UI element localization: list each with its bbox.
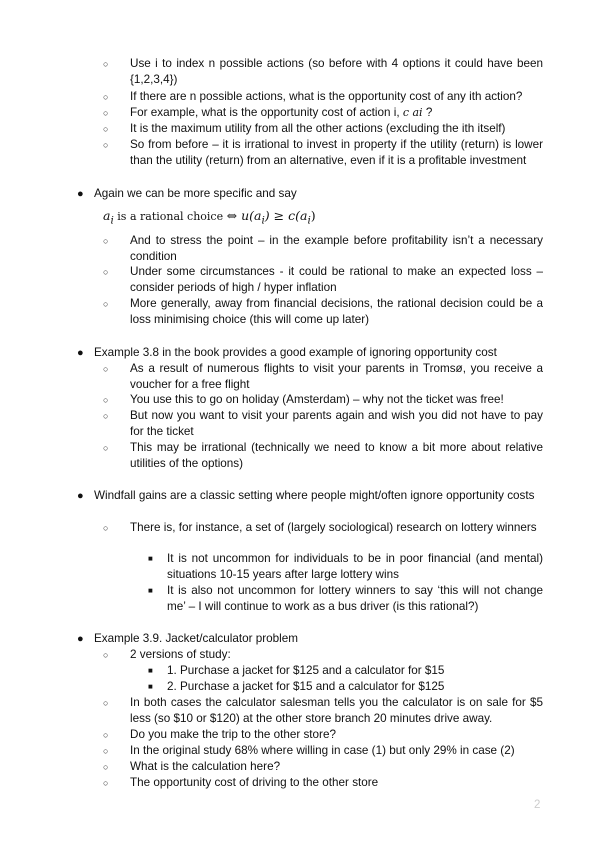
- list-item-text: There is, for instance, a set of (largely sociological) research on lottery winners: [130, 521, 537, 534]
- list-item-text: Use i to index n possible actions (so before with 4 options it could have been {1,2,3,4}): [130, 57, 543, 87]
- list-item: [103, 361, 543, 394]
- list-item: [77, 345, 543, 361]
- formula-ge: ) ≥ c(: [264, 208, 300, 223]
- formula-var: a: [103, 208, 111, 223]
- list-item: [103, 264, 543, 297]
- list-item-text: So from before – it is irrational to invest in property if the utility (return) is lower than the utility (return) from an alternative, even if it is a profitable investment: [130, 138, 543, 168]
- list-item-text: In both cases the calculator salesman tells you the calculator is on sale for $5 less (so $10 or $120) at the other store branch 20 minutes drive away.: [130, 696, 543, 726]
- list-item-text: More generally, away from financial decisions, the rational decision could be a loss minimising choice (this will come up later): [130, 297, 543, 327]
- list-item-text: 2. Purchase a jacket for $15 and a calculator for $125: [167, 680, 445, 693]
- hollow-circle-bullet: ○: [103, 762, 109, 772]
- list-item-text: [130, 105, 543, 121]
- list-item-text: 2 versions of study:: [130, 648, 231, 661]
- list-item-text: It is not uncommon for individuals to be in poor financial (and mental) situations 10-15 years after large lottery wins: [167, 552, 543, 582]
- hollow-circle-bullet: ○: [103, 650, 109, 660]
- list-item: [103, 695, 543, 728]
- hollow-circle-bullet: ○: [103, 778, 109, 788]
- hollow-circle-bullet: ○: [103, 443, 109, 453]
- list-item: [103, 727, 543, 743]
- list-item-text: In the original study 68% where willing in case (1) but only 29% in case (2): [130, 744, 515, 757]
- list-item: [103, 743, 543, 759]
- list-item: [148, 679, 543, 695]
- list-item: [103, 105, 543, 121]
- list-item: [103, 121, 543, 137]
- list-item-text: The opportunity cost of driving to the other store: [130, 776, 379, 789]
- list-item-text: It is the maximum utility from all the other actions (excluding the ith itself): [130, 122, 506, 135]
- filled-circle-bullet: ●: [77, 188, 84, 200]
- list-item-text: 1. Purchase a jacket for $125 and a calculator for $15: [167, 664, 445, 677]
- page-number: 2: [534, 799, 541, 811]
- list-item: [103, 296, 543, 329]
- formula-close: ): [310, 208, 316, 223]
- text-fragment: ?: [422, 106, 433, 119]
- hollow-circle-bullet: ○: [103, 730, 109, 740]
- filled-circle-bullet: ●: [77, 633, 84, 645]
- formula-sub: i: [307, 214, 311, 227]
- formula-var: a: [254, 208, 262, 223]
- hollow-circle-bullet: ○: [103, 267, 109, 277]
- hollow-circle-bullet: ○: [103, 364, 109, 374]
- filled-square-bullet: ■: [148, 682, 153, 691]
- list-item-text: And to stress the point – in the example before profitability isn’t a necessary condition: [130, 234, 543, 264]
- list-item-text: Again we can be more specific and say: [94, 187, 297, 200]
- list-item: [103, 775, 543, 791]
- filled-circle-bullet: ●: [77, 490, 84, 502]
- list-item-text: This may be irrational (technically we need to know a bit more about relative utilities of the options): [130, 441, 543, 471]
- hollow-circle-bullet: ○: [103, 59, 109, 69]
- hollow-circle-bullet: ○: [103, 92, 109, 102]
- list-item: [103, 137, 543, 170]
- filled-square-bullet: ■: [148, 666, 153, 675]
- filled-circle-bullet: ●: [77, 347, 84, 359]
- list-item-text: Under some circumstances - it could be rational to make an expected loss – consider periods of high / hyper inflation: [130, 265, 543, 295]
- rational-choice-formula: [103, 207, 316, 230]
- list-item: [77, 488, 543, 504]
- list-item: [148, 583, 543, 616]
- iff-symbol: ⇔: [226, 208, 238, 223]
- list-item: [148, 663, 543, 679]
- hollow-circle-bullet: ○: [103, 140, 109, 150]
- list-item-text: But now you want to visit your parents again and wish you did not have to pay for the ticket: [130, 409, 543, 439]
- hollow-circle-bullet: ○: [103, 395, 109, 405]
- list-item: [103, 392, 543, 408]
- formula-var: a: [299, 208, 308, 223]
- hollow-circle-bullet: ○: [103, 698, 109, 708]
- hollow-circle-bullet: ○: [103, 299, 109, 309]
- filled-square-bullet: ■: [148, 554, 153, 563]
- list-item-text: Windfall gains are a classic setting where people might/often ignore opportunity costs: [94, 489, 535, 502]
- list-item-text: Do you make the trip to the other store?: [130, 728, 336, 741]
- list-item-text: If there are n possible actions, what is the opportunity cost of any ith action?: [130, 90, 523, 103]
- list-item-text: As a result of numerous flights to visit your parents in Tromsø, you receive a voucher for a free flight: [130, 362, 543, 392]
- list-item-text: You use this to go on holiday (Amsterdam) – why not the ticket was free!: [130, 393, 504, 406]
- hollow-circle-bullet: ○: [103, 236, 109, 246]
- formula-text: is a rational choice: [113, 210, 227, 223]
- list-item-text: Example 3.9. Jacket/calculator problem: [94, 632, 298, 645]
- list-item: [148, 551, 543, 584]
- hollow-circle-bullet: ○: [103, 108, 109, 118]
- list-item: [103, 647, 543, 663]
- list-item: [77, 186, 543, 202]
- list-item: [103, 233, 543, 266]
- list-item: [103, 520, 543, 536]
- formula-sub: i: [110, 214, 114, 227]
- hollow-circle-bullet: ○: [103, 124, 109, 134]
- list-item: [103, 56, 543, 89]
- formula-u: u(: [237, 208, 254, 223]
- list-item: [103, 89, 543, 105]
- hollow-circle-bullet: ○: [103, 746, 109, 756]
- list-item: [103, 408, 543, 441]
- inline-math: c ai: [402, 106, 423, 119]
- text-fragment: For example, what is the opportunity cost of action i,: [130, 106, 403, 119]
- hollow-circle-bullet: ○: [103, 411, 109, 421]
- list-item: [103, 759, 543, 775]
- list-item: [103, 440, 543, 473]
- list-item-text: What is the calculation here?: [130, 760, 281, 773]
- hollow-circle-bullet: ○: [103, 523, 109, 533]
- filled-square-bullet: ■: [148, 586, 153, 595]
- list-item-text: It is also not uncommon for lottery winners to say ‘this will not change me’ – I will continue to work as a bus driver (is this rational?): [167, 584, 543, 614]
- formula-sub: i: [261, 214, 265, 227]
- list-item-text: Example 3.8 in the book provides a good example of ignoring opportunity cost: [94, 346, 497, 359]
- list-item: [77, 631, 543, 647]
